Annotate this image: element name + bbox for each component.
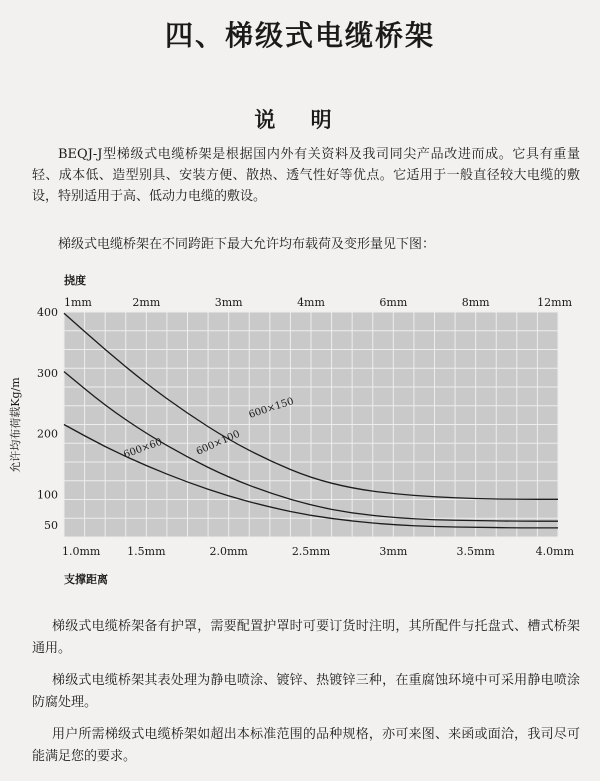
x-tick-label: 3.5mm	[456, 545, 495, 558]
y-tick-label: 200	[37, 427, 58, 441]
x-tick-label: 4.0mm	[535, 545, 574, 558]
y-tick-label: 300	[37, 366, 58, 380]
top-tick-label: 1mm	[64, 296, 92, 309]
x-tick-label: 1.5mm	[127, 545, 166, 558]
x-tick-label: 3mm	[379, 545, 408, 558]
page-title: 四、梯级式电缆桥架	[164, 19, 435, 52]
top-tick-label: 6mm	[379, 296, 408, 309]
chart-intro-paragraph: 梯级式电缆桥架在不同跨距下最大允许均布载荷及变形量见下图：	[58, 237, 436, 252]
paragraph-cover: 梯级式电缆桥架备有护罩，需要配置护罩时可要订货时注明，其所配件与托盘式、槽式桥架通用。	[32, 619, 580, 656]
series-label-600x100: 600×100	[194, 428, 242, 458]
series-label-600x60: 600×60	[122, 436, 164, 461]
x-tick-label: 1.0mm	[62, 545, 101, 558]
y-tick-label: 50	[44, 518, 58, 532]
paragraph-surface-treatment: 梯级式电缆桥架其表处理为静电喷涂、镀锌、热镀锌三种，在重腐蚀环境中可采用静电喷涂防腐处理。	[32, 673, 580, 710]
intro-paragraph: BEQJ-J型梯级式电缆桥架是根据国内外有关资料及我司同尖产品改进而成。它具有重量轻、成本低、造型别具、安装方便、散热、透气性好等优点。它适用于一般直径较大电缆的敷设，特别适用于高、低动力电缆的敷设。	[32, 147, 580, 204]
top-tick-label: 2mm	[132, 296, 161, 309]
section-title: 说 明	[254, 108, 346, 132]
top-tick-label: 8mm	[461, 296, 490, 309]
y-tick-label: 400	[37, 306, 58, 319]
top-tick-label: 3mm	[214, 296, 243, 309]
top-tick-label: 12mm	[537, 296, 572, 309]
x-tick-label: 2.5mm	[291, 545, 331, 558]
top-axis-label: 挠度	[64, 274, 86, 287]
paragraph-custom-order: 用户所需梯级式电缆桥架如超出本标准范围的品种规格，亦可来图、来函或面洽，我司尽可能满足您的要求。	[32, 727, 580, 764]
y-axis-label: 允许均布荷载Kg/m	[9, 377, 22, 473]
series-label-600x150: 600×150	[247, 396, 296, 421]
y-tick-label: 100	[37, 488, 58, 502]
x-tick-label: 2.0mm	[209, 545, 248, 558]
top-tick-label: 4mm	[297, 296, 325, 309]
x-axis-label: 支撑距离	[64, 573, 108, 586]
